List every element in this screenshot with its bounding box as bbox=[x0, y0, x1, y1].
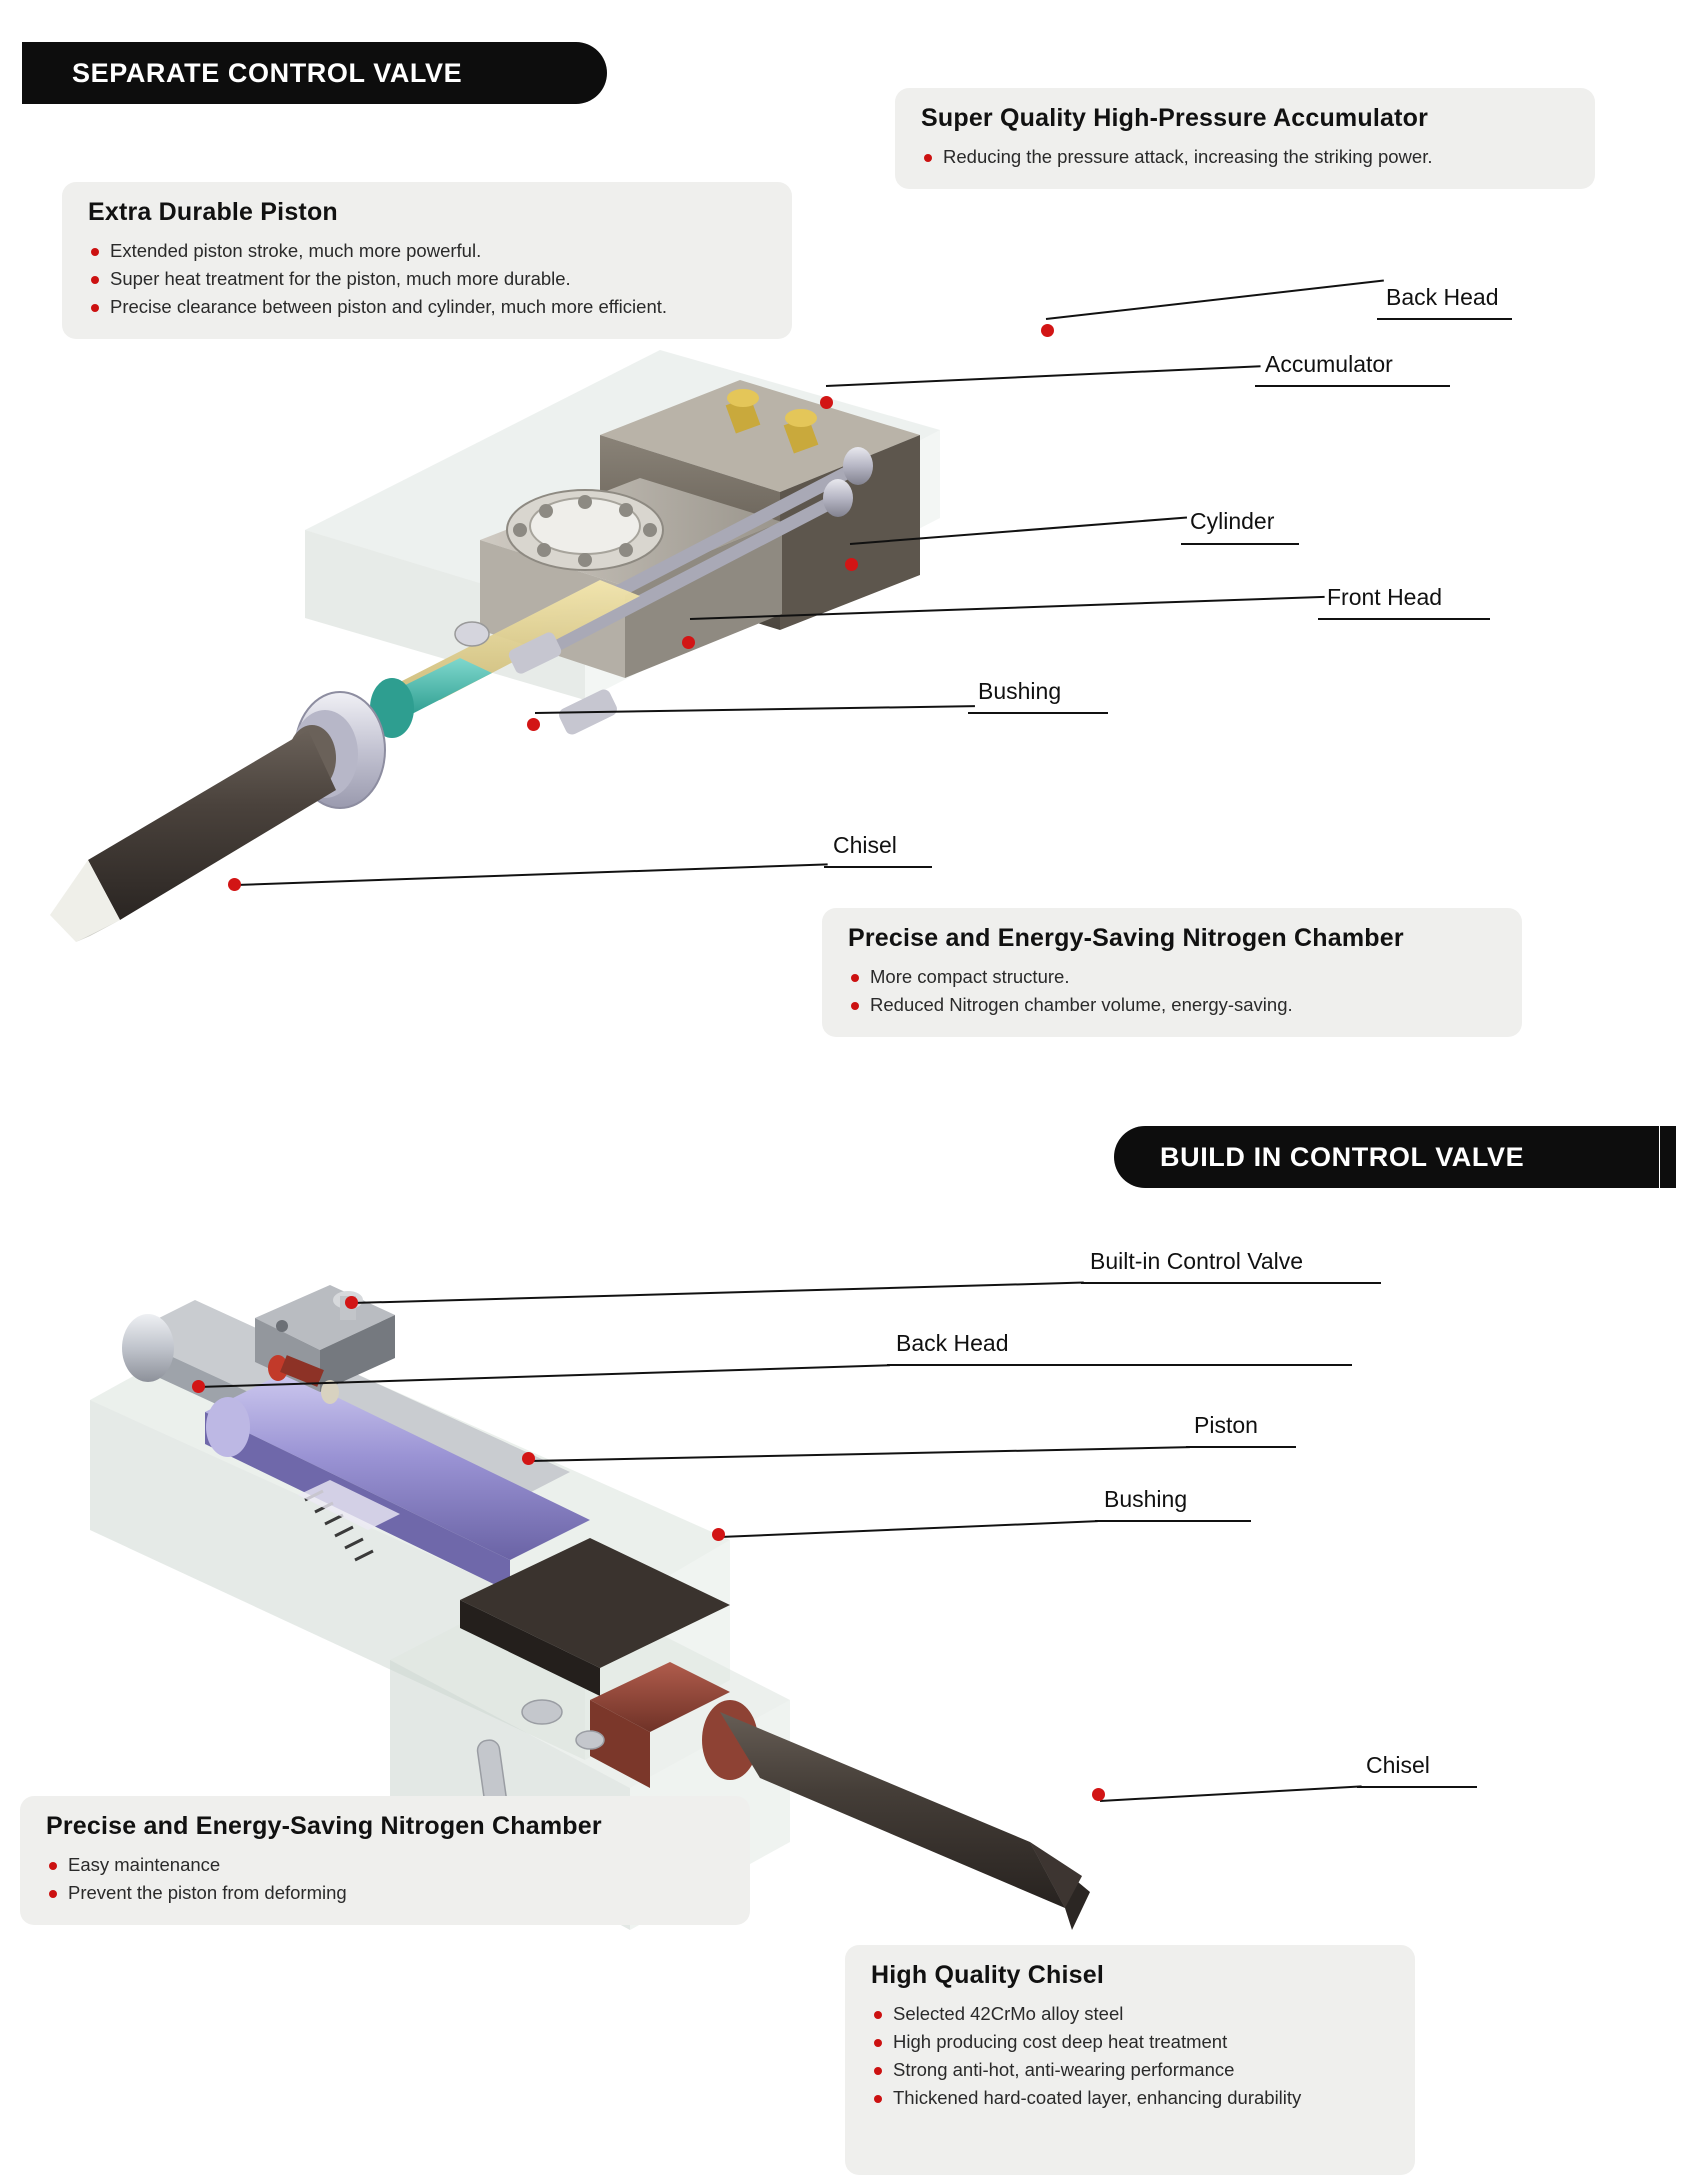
illustration-geometry bbox=[50, 350, 940, 942]
leader-front-head bbox=[1318, 618, 1490, 620]
hotspot-bushing-top bbox=[527, 718, 540, 731]
leader-back-head-bottom bbox=[887, 1364, 1352, 1366]
hydraulic-breaker-separate-valve-illustration bbox=[40, 230, 1240, 1060]
callout-bushing-top: Bushing bbox=[978, 678, 1062, 704]
leader-bushing-top bbox=[968, 712, 1108, 714]
callout-bushing-bottom: Bushing bbox=[1104, 1486, 1188, 1512]
list-item: Thickened hard-coated layer, enhancing durability bbox=[871, 2084, 1389, 2112]
hotspot-accumulator bbox=[820, 396, 833, 409]
leader-cylinder bbox=[1181, 543, 1299, 545]
hotspot-chisel-top bbox=[228, 878, 241, 891]
hotspot-front-head bbox=[682, 636, 695, 649]
hotspot-built-in-control-valve bbox=[345, 1296, 358, 1309]
list-item: High producing cost deep heat treatment bbox=[871, 2028, 1389, 2056]
leader-piston bbox=[1186, 1446, 1296, 1448]
banner-label: BUILD IN CONTROL VALVE bbox=[1160, 1141, 1525, 1172]
hotspot-chisel-bottom bbox=[1092, 1788, 1105, 1801]
list-item: Precise clearance between piston and cylinder, much more efficient. bbox=[88, 293, 766, 321]
hotspot-bushing-bottom bbox=[712, 1528, 725, 1541]
hotspot-cylinder bbox=[845, 558, 858, 571]
list-item: Reducing the pressure attack, increasing the striking power. bbox=[921, 143, 1569, 171]
card-accumulator-title: Super Quality High-Pressure Accumulator bbox=[921, 104, 1428, 132]
card-nitrogen-bottom-title: Precise and Energy-Saving Nitrogen Chamber bbox=[46, 1812, 602, 1840]
leader-chisel-bottom bbox=[1357, 1786, 1477, 1788]
card-high-quality-chisel bbox=[845, 1945, 1415, 2175]
list-item: Prevent the piston from deforming bbox=[46, 1879, 724, 1907]
callout-cylinder: Cylinder bbox=[1190, 508, 1275, 534]
card-nitrogen-bottom-list bbox=[46, 1851, 724, 1907]
leader-back-head-top bbox=[1377, 318, 1512, 320]
list-item: Selected 42CrMo alloy steel bbox=[871, 2000, 1389, 2028]
hotspot-piston bbox=[522, 1452, 535, 1465]
leader-bushing-bottom bbox=[1095, 1520, 1251, 1522]
hotspot-back-head-top bbox=[1041, 324, 1054, 337]
callout-back-head-bottom: Back Head bbox=[896, 1330, 1009, 1356]
list-item: Extended piston stroke, much more powerful. bbox=[88, 237, 766, 265]
leader-accumulator bbox=[1255, 385, 1450, 387]
section-banner-separate-control-valve bbox=[22, 42, 607, 104]
callout-piston: Piston bbox=[1194, 1412, 1258, 1438]
leader-built-in-control-valve bbox=[1081, 1282, 1381, 1284]
list-item: Strong anti-hot, anti-wearing performance bbox=[871, 2056, 1389, 2084]
card-nitrogen-chamber-bottom bbox=[20, 1796, 750, 1925]
list-item: More compact structure. bbox=[848, 963, 1496, 991]
banner-tick-decoration bbox=[1660, 1126, 1676, 1188]
callout-chisel-bottom: Chisel bbox=[1366, 1752, 1430, 1778]
callout-built-in-control-valve: Built-in Control Valve bbox=[1090, 1248, 1304, 1274]
list-item: Easy maintenance bbox=[46, 1851, 724, 1879]
card-nitrogen-top-title: Precise and Energy-Saving Nitrogen Chamber bbox=[848, 924, 1404, 952]
card-accumulator-list bbox=[921, 143, 1569, 171]
card-accumulator bbox=[895, 88, 1595, 189]
list-item: Super heat treatment for the piston, much more durable. bbox=[88, 265, 766, 293]
card-chisel-list bbox=[871, 2000, 1389, 2112]
callout-chisel-top: Chisel bbox=[833, 832, 897, 858]
hotspot-back-head-bottom bbox=[192, 1380, 205, 1393]
callout-back-head-top: Back Head bbox=[1386, 284, 1499, 310]
card-chisel-title: High Quality Chisel bbox=[871, 1961, 1104, 1989]
banner-label: SEPARATE CONTROL VALVE bbox=[72, 57, 463, 88]
list-item: Reduced Nitrogen chamber volume, energy-saving. bbox=[848, 991, 1496, 1019]
leader-chisel-top bbox=[824, 866, 932, 868]
card-piston-title: Extra Durable Piston bbox=[88, 198, 338, 226]
callout-accumulator: Accumulator bbox=[1265, 351, 1393, 377]
callout-front-head: Front Head bbox=[1327, 584, 1443, 610]
